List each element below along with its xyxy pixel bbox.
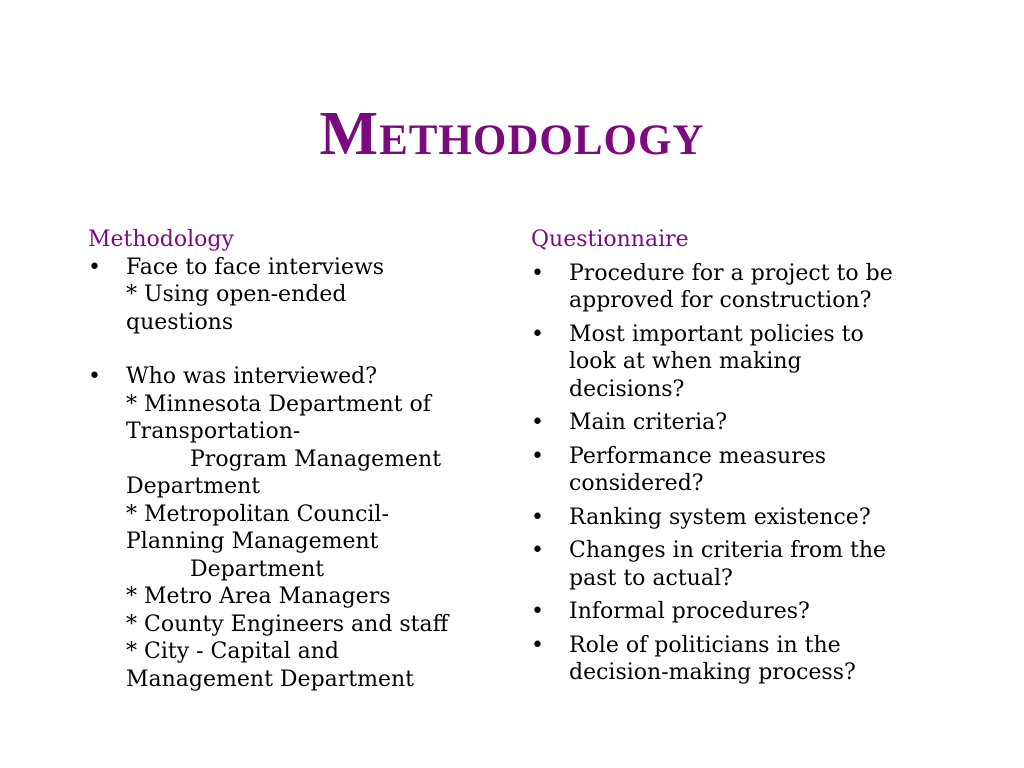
item-line: approved for construction? xyxy=(569,288,872,313)
list-item xyxy=(531,598,951,626)
item-line: Management Department xyxy=(126,666,415,692)
bullet-icon: • xyxy=(531,443,544,469)
item-line: Department xyxy=(190,556,325,582)
item-line: Department xyxy=(126,474,261,499)
questionnaire-list xyxy=(531,260,951,687)
bullet-icon: • xyxy=(531,504,544,530)
list-item xyxy=(531,443,951,498)
item-line: Informal procedures? xyxy=(569,599,810,624)
item-line: * Metropolitan Council- xyxy=(126,501,389,527)
list-item xyxy=(531,321,951,404)
item-line: Ranking system existence? xyxy=(569,504,871,530)
bullet-icon: • xyxy=(531,538,544,563)
item-line: Role of politicians in the xyxy=(569,632,841,658)
bullet-icon: • xyxy=(531,321,544,347)
item-line: * City - Capital and xyxy=(126,639,339,664)
item-line: considered? xyxy=(569,471,704,496)
item-line: * Using open-ended xyxy=(126,282,347,307)
slide-title: Methodology xyxy=(319,100,705,168)
item-line: * County Engineers and staff xyxy=(126,611,449,637)
item-line: Main criteria? xyxy=(569,410,728,435)
item-line: Face to face interviews xyxy=(126,254,385,280)
item-line: Who was interviewed? xyxy=(126,364,378,389)
bullet-icon: • xyxy=(531,599,544,624)
item-line: Most important policies to xyxy=(569,321,864,347)
item-line: past to actual? xyxy=(569,565,733,591)
item-line: Planning Management xyxy=(126,529,379,554)
bullet-icon: • xyxy=(88,254,101,280)
item-line: Performance measures xyxy=(569,443,827,469)
item-line: Procedure for a project to be xyxy=(569,260,893,286)
bullet-icon: • xyxy=(531,632,544,658)
item-line: * Minnesota Department of xyxy=(126,391,431,417)
item-line: look at when making xyxy=(569,349,802,374)
item-line: Transportation- xyxy=(126,419,301,444)
item-line: * Metro Area Managers xyxy=(126,584,391,609)
list-item xyxy=(531,504,951,532)
list-item xyxy=(88,254,508,337)
methodology-column xyxy=(88,226,508,693)
methodology-heading: Methodology xyxy=(88,227,234,252)
item-line: Changes in criteria from the xyxy=(569,538,887,563)
bullet-icon: • xyxy=(88,364,101,389)
list-item xyxy=(531,537,951,592)
list-item xyxy=(88,363,508,693)
list-item xyxy=(531,632,951,687)
item-line: decision-making process? xyxy=(569,660,856,685)
item-line: Program Management xyxy=(190,446,442,472)
questionnaire-column xyxy=(531,226,951,693)
item-line: questions xyxy=(126,309,234,335)
questionnaire-heading: Questionnaire xyxy=(531,227,689,252)
bullet-icon: • xyxy=(531,260,544,286)
list-item xyxy=(531,260,951,315)
list-item xyxy=(531,409,951,437)
bullet-icon: • xyxy=(531,410,544,435)
methodology-list xyxy=(88,254,508,694)
item-line: decisions? xyxy=(569,376,685,402)
